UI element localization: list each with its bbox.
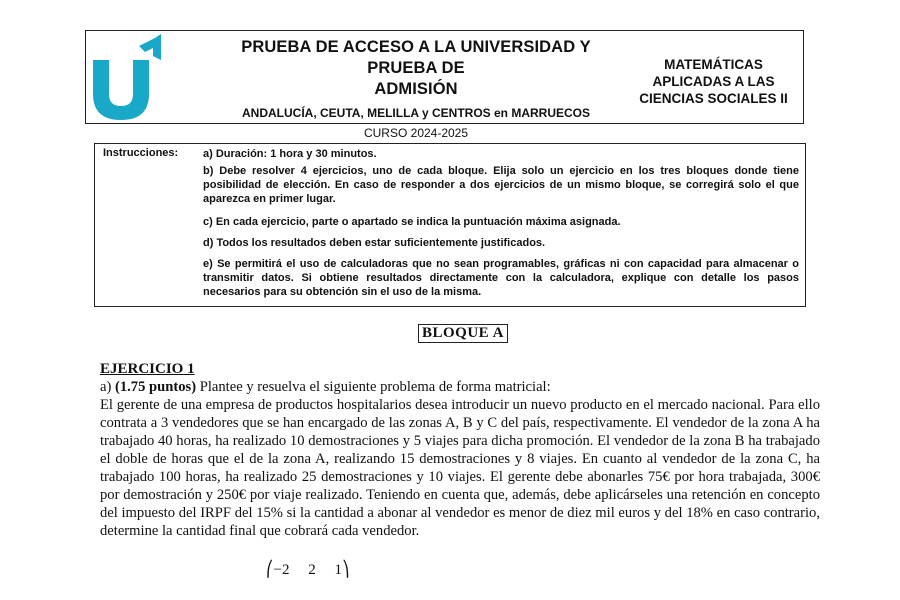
exercise-statement: El gerente de una empresa de productos hospitalarios desea introducir un nuevo producto en el mercado nacional. Para ello contrata a 3 vendedores que se han encargado de las zonas A, B y C del país, respectivamente. El vendedor de la zona A ha trabajado 40 horas, ha realizado 10 demostraciones y 5 viajes para dicha promoción. El vendedor de la zona B ha trabajado el doble de horas que el de la zona A, realizando 15 demostraciones y 8 viajes. En cuanto al vendedor de la zona C, ha trabajado 100 horas, ha realizado 25 demostraciones y 10 viajes. El gerente debe abonarles 75€ por hora trabajada, 300€ por demostración y 250€ por viaje realizado. Teniendo en cuenta que, además, debe aplicárseles una retención en concepto del impuesto del IRPF del 15% si la cantidad a abonar al vendedor es menor de diez mil euros y del 18% en caso contrario, determine la cantidad final que cobrará cada vendedor. [100,397,820,539]
exam-region: ANDALUCÍA, CEUTA, MELILLA y CENTROS en MARRUECOS [242,106,590,120]
exam-title-line-2: ADMISIÓN [374,80,458,98]
exam-title-line-1: PRUEBA DE ACCESO A LA UNIVERSIDAD Y PRUEBA DE [241,38,591,77]
instruction-item-c: c) En cada ejercicio, parte o apartado se indica la puntuación máxima asignada. [203,216,621,228]
part-label: a) [100,379,115,395]
instruction-item-b: b) Debe resolver 4 ejercicios, uno de cada bloque. Elija solo un ejercicio en los tres bloques donde tiene posibilidad de elección. En caso de responder a dos ejercicios de un mismo bloque, se corregirá solo el que aparezca en primer lugar. [203,165,799,205]
exercise-title: EJERCICIO 1 [100,361,195,377]
exercise-body [100,378,820,540]
instruction-item-d: d) Todos los resultados deben estar suficientemente justificados. [203,237,546,249]
subject-line-3: CIENCIAS SOCIALES II [639,91,788,106]
prompt-text: Plantee y resuelva el siguiente problema de forma matricial: [196,379,551,395]
exercise-prompt [100,378,820,396]
instructions-box [94,143,806,307]
university-logo-icon [89,34,171,120]
instructions-label: Instrucciones: [103,147,179,159]
exam-title-block [206,37,626,140]
subject-line-2: APLICADAS A LAS [652,74,775,89]
matrix-first-row: ⎛−2 2 1⎞ [266,562,350,578]
exam-header [85,30,804,140]
instruction-item-a: a) Duración: 1 hora y 30 minutos. [203,148,377,160]
block-title: BLOQUE A [418,324,508,343]
exam-subject [626,56,801,107]
exam-course: CURSO 2024-2025 [363,126,469,140]
instruction-item-e: e) Se permitirá el uso de calculadoras que no sean programables, gráficas ni con capacidad para almacenar o transmitir datos. Si obtiene resultados directamente con la calculadora, explique con detalle los pasos necesarios para su obtención sin el uso de la misma. [203,258,799,298]
points-label: (1.75 puntos) [115,379,197,395]
subject-line-1: MATEMÁTICAS [664,57,763,72]
